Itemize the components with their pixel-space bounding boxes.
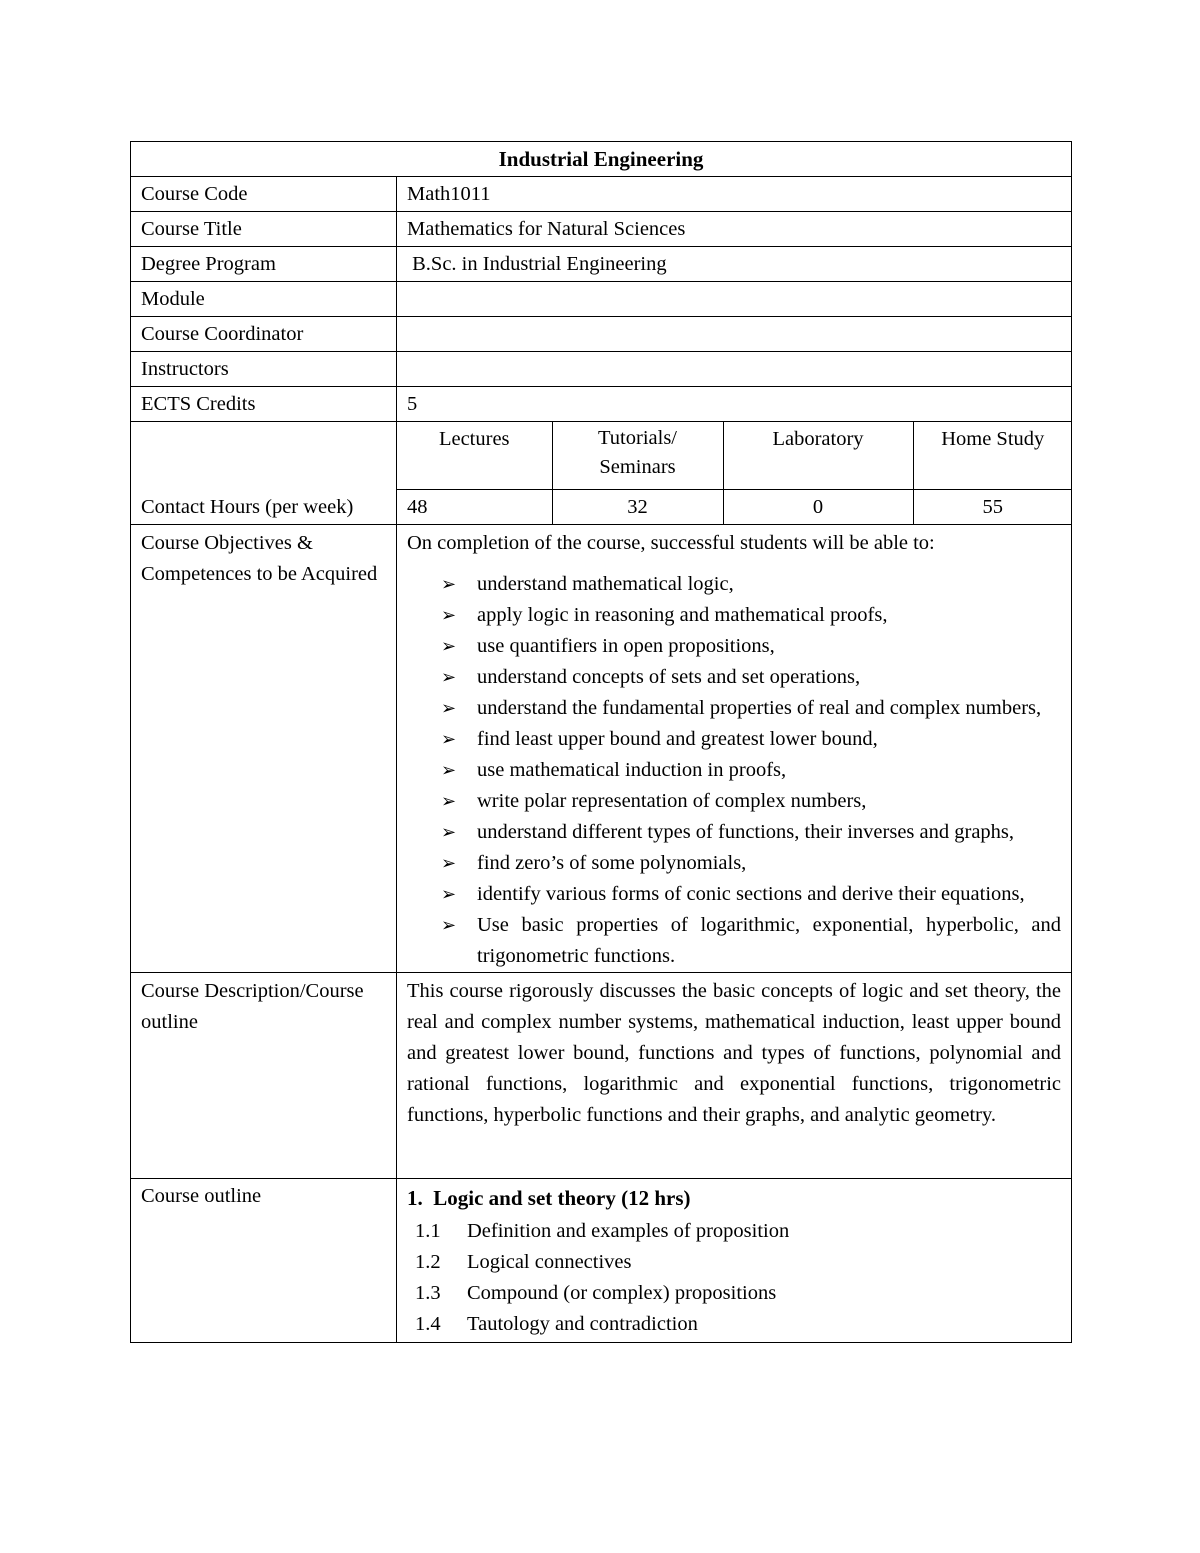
- arrowhead-bullet-icon: ➢: [441, 574, 457, 595]
- outline-section-title: Logic and set theory (12 hrs): [433, 1186, 691, 1210]
- objective-text: Use basic properties of logarithmic, exponential, hyperbolic, and trigonometric functions.: [477, 914, 1062, 967]
- outline-item: [415, 1247, 1061, 1278]
- coordinator-label: Course Coordinator: [131, 317, 397, 352]
- coordinator-row: [131, 317, 1072, 352]
- outline-list: [407, 1216, 1061, 1340]
- objective-item: [441, 662, 1061, 693]
- tutorials-header: Tutorials/ Seminars: [552, 422, 723, 490]
- lectures-value: 48: [397, 490, 552, 525]
- module-row: [131, 282, 1072, 317]
- objectives-list: [407, 569, 1061, 972]
- objective-item: [441, 693, 1061, 724]
- description-row: [131, 973, 1072, 1179]
- home-study-value: 55: [913, 490, 1072, 525]
- ects-value: 5: [397, 387, 1072, 422]
- ects-label: ECTS Credits: [131, 387, 397, 422]
- arrowhead-bullet-icon: ➢: [441, 853, 457, 874]
- outline-section-heading: [407, 1184, 1061, 1213]
- description-cell: [397, 973, 1072, 1179]
- course-code-row: [131, 177, 1072, 212]
- ects-row: [131, 387, 1072, 422]
- outline-item-number: 1.4: [415, 1313, 441, 1335]
- objective-text: understand concepts of sets and set operations,: [477, 666, 861, 688]
- outline-item-text: Compound (or complex) propositions: [467, 1282, 777, 1304]
- laboratory-value: 0: [723, 490, 913, 525]
- outline-item-number: 1.1: [415, 1220, 441, 1242]
- tutorials-value: 32: [552, 490, 723, 525]
- arrowhead-bullet-icon: ➢: [441, 760, 457, 781]
- contact-hours-grid: [397, 422, 1072, 524]
- outline-label: Course outline: [131, 1179, 397, 1343]
- contact-hours-grid-cell: [397, 422, 1072, 525]
- degree-program-label: Degree Program: [131, 247, 397, 282]
- objectives-intro: On completion of the course, successful students will be able to:: [407, 532, 935, 554]
- contact-hours-header-row: [397, 422, 1072, 490]
- course-title-value: Mathematics for Natural Sciences: [397, 212, 1072, 247]
- description-label: Course Description/Course outline: [131, 973, 397, 1179]
- objective-item: [441, 910, 1062, 972]
- arrowhead-bullet-icon: ➢: [441, 915, 457, 936]
- instructors-value: [397, 352, 1072, 387]
- instructors-row: [131, 352, 1072, 387]
- description-text: This course rigorously discusses the basic concepts of logic and set theory, the real and complex number systems, mathematical induction, least upper bound and greatest lower bound, functions and types of functions, polynomial and rational functions, logarithmic and exponential functions, trigonometric functions, hyperbolic functions and their graphs, and analytic geometry.: [407, 980, 1062, 1126]
- outline-row: [131, 1179, 1072, 1343]
- lectures-header: Lectures: [397, 422, 552, 490]
- objective-text: understand different types of functions, their inverses and graphs,: [477, 821, 1015, 843]
- outline-section-number: 1.: [407, 1186, 423, 1210]
- objective-item: [441, 600, 1061, 631]
- objective-item: [441, 879, 1061, 910]
- objective-text: understand the fundamental properties of real and complex numbers,: [477, 697, 1042, 719]
- course-title-label: Course Title: [131, 212, 397, 247]
- contact-hours-label: Contact Hours (per week): [131, 422, 397, 525]
- outline-item: [415, 1216, 1061, 1247]
- arrowhead-bullet-icon: ➢: [441, 667, 457, 688]
- coordinator-value: [397, 317, 1072, 352]
- objective-text: use quantifiers in open propositions,: [477, 635, 775, 657]
- outline-item-text: Tautology and contradiction: [467, 1313, 698, 1335]
- objective-text: write polar representation of complex numbers,: [477, 790, 867, 812]
- degree-program-value: B.Sc. in Industrial Engineering: [397, 247, 1072, 282]
- objective-item: [441, 755, 1061, 786]
- instructors-label: Instructors: [131, 352, 397, 387]
- course-title-row: [131, 212, 1072, 247]
- arrowhead-bullet-icon: ➢: [441, 791, 457, 812]
- laboratory-header: Laboratory: [723, 422, 913, 490]
- outline-item-text: Logical connectives: [467, 1251, 632, 1273]
- objective-text: find least upper bound and greatest lower bound,: [477, 728, 878, 750]
- objective-item: [441, 848, 1061, 879]
- objective-item: [441, 786, 1061, 817]
- outline-item-text: Definition and examples of proposition: [467, 1220, 790, 1242]
- contact-hours-values-row: [397, 490, 1072, 525]
- degree-program-row: [131, 247, 1072, 282]
- outline-item-number: 1.2: [415, 1251, 441, 1273]
- objective-item: [441, 569, 1061, 600]
- objective-text: identify various forms of conic sections and derive their equations,: [477, 883, 1025, 905]
- arrowhead-bullet-icon: ➢: [441, 605, 457, 626]
- contact-hours-row: [131, 422, 1072, 525]
- objective-text: understand mathematical logic,: [477, 573, 734, 595]
- objective-text: find zero’s of some polynomials,: [477, 852, 747, 874]
- objectives-row: [131, 525, 1072, 973]
- objective-text: use mathematical induction in proofs,: [477, 759, 787, 781]
- course-code-value: Math1011: [397, 177, 1072, 212]
- course-code-label: Course Code: [131, 177, 397, 212]
- arrowhead-bullet-icon: ➢: [441, 729, 457, 750]
- arrowhead-bullet-icon: ➢: [441, 822, 457, 843]
- home-study-header: Home Study: [913, 422, 1072, 490]
- outline-item: [415, 1278, 1061, 1309]
- module-value: [397, 282, 1072, 317]
- objective-item: [441, 724, 1061, 755]
- outline-item-number: 1.3: [415, 1282, 441, 1304]
- objectives-cell: [397, 525, 1072, 973]
- objective-item: [441, 817, 1061, 848]
- outline-item: [415, 1309, 1061, 1340]
- arrowhead-bullet-icon: ➢: [441, 636, 457, 657]
- arrowhead-bullet-icon: ➢: [441, 884, 457, 905]
- course-table: [130, 141, 1072, 1343]
- objective-item: [441, 631, 1061, 662]
- arrowhead-bullet-icon: ➢: [441, 698, 457, 719]
- objective-text: apply logic in reasoning and mathematical proofs,: [477, 604, 888, 626]
- outline-cell: [397, 1179, 1072, 1343]
- objectives-label: Course Objectives & Competences to be Acquired: [131, 525, 397, 973]
- module-label: Module: [131, 282, 397, 317]
- program-title: Industrial Engineering: [131, 142, 1072, 177]
- header-row: [131, 142, 1072, 177]
